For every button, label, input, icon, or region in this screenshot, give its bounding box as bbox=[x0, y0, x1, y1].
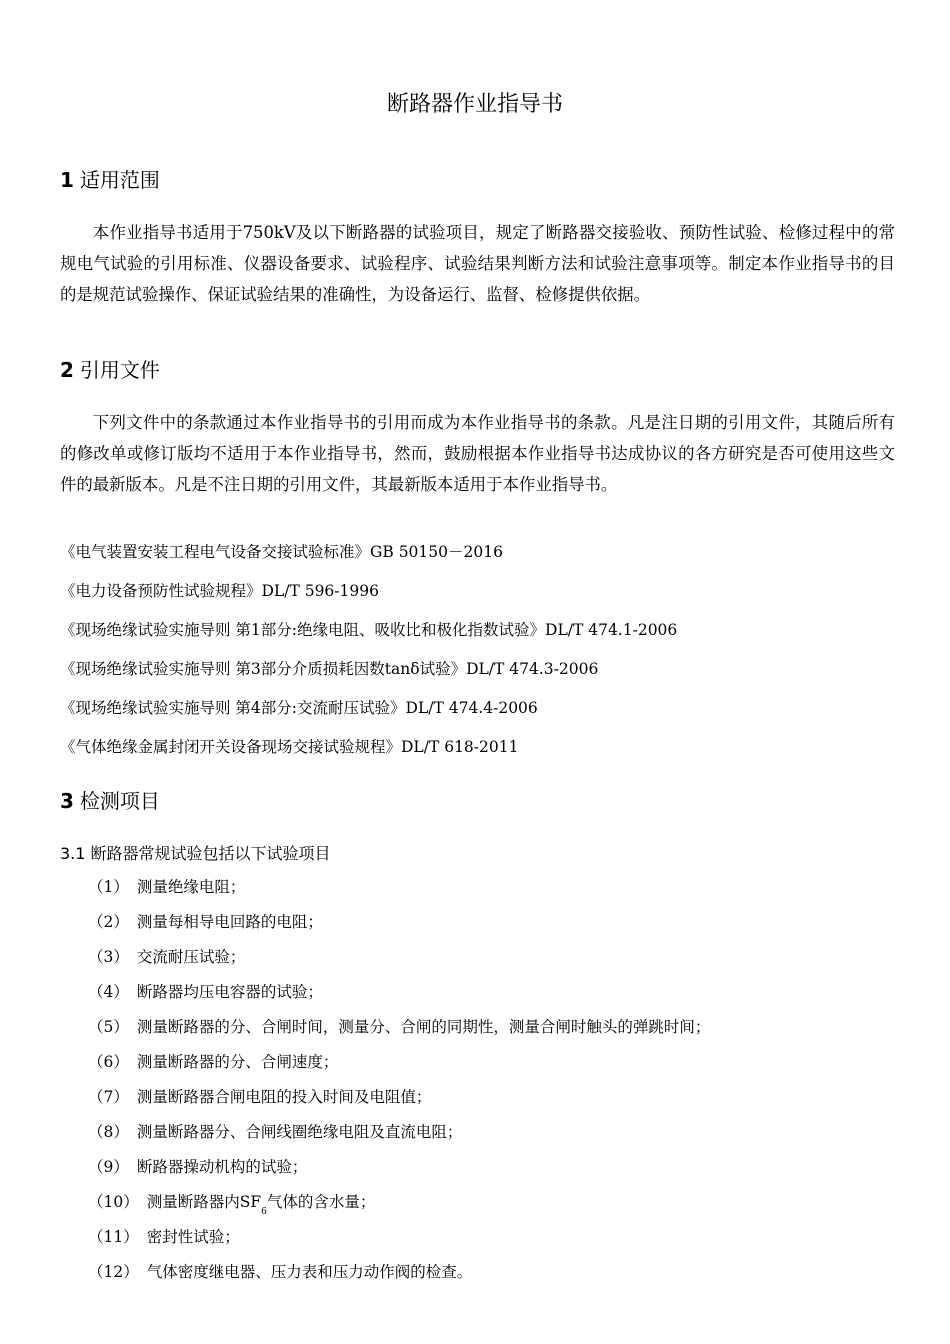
test-item-text: 气体密度继电器、压力表和压力动作阀的检查。 bbox=[146, 1263, 473, 1281]
test-item bbox=[88, 1085, 431, 1109]
test-item bbox=[88, 945, 245, 969]
test-item bbox=[88, 1015, 710, 1039]
test-item-text: 测量绝缘电阻； bbox=[136, 878, 246, 896]
subsection-3-1-heading: 3.1 断路器常规试验包括以下试验项目 bbox=[60, 844, 331, 863]
test-item-number: （2） bbox=[88, 913, 129, 931]
section-2-number: 2 bbox=[60, 358, 74, 382]
section-2-title: 引用文件 bbox=[79, 358, 160, 382]
test-item-text-post: 气体的含水量； bbox=[266, 1193, 376, 1211]
section-3-title: 检测项目 bbox=[79, 789, 160, 813]
test-item-text: 交流耐压试验； bbox=[136, 948, 246, 966]
subscript-6: 6 bbox=[261, 1207, 267, 1217]
test-item bbox=[88, 1120, 462, 1144]
test-item-number: （11） bbox=[88, 1228, 139, 1246]
section-1-paragraph: 本作业指导书适用于750kV及以下断路器的试验项目，规定了断路器交接验收、预防性试验、检修过程中的常规电气试验的引用标准、仪器设备要求、试验程序、试验结果判断方法和试验注意事项等。制定本作业指导书的目的是规范试验操作、保证试验结果的准确性，为设备运行、监督、检修提供依据。 bbox=[60, 223, 895, 304]
section-2-heading bbox=[60, 355, 160, 385]
section-2-paragraph: 下列文件中的条款通过本作业指导书的引用而成为本作业指导书的条款。凡是注日期的引用文件，其随后所有的修改单或修订版均不适用于本作业指导书，然而，鼓励根据本作业指导书达成协议的各方研究是否可使用这些文件的最新版本。凡是不注日期的引用文件，其最新版本适用于本作业指导书。 bbox=[60, 413, 895, 494]
test-item-text: 测量断路器的分、合闸时间，测量分、合闸的同期性，测量合闸时触头的弹跳时间； bbox=[136, 1018, 711, 1036]
test-item-number: （1） bbox=[88, 878, 129, 896]
reference-item: 《现场绝缘试验实施导则 第1部分:绝缘电阻、吸收比和极化指数试验》DL/T 474.1-2006 bbox=[60, 621, 678, 639]
test-item-number: （3） bbox=[88, 948, 129, 966]
section-3-number: 3 bbox=[60, 789, 74, 813]
test-item bbox=[88, 1260, 472, 1284]
reference-item: 《电力设备预防性试验规程》DL/T 596-1996 bbox=[60, 582, 379, 600]
section-3-heading bbox=[60, 786, 160, 816]
test-item-number: （5） bbox=[88, 1018, 129, 1036]
test-item-number: （10） bbox=[88, 1193, 139, 1211]
section-1-title: 适用范围 bbox=[79, 168, 160, 192]
document-title: 断路器作业指导书 bbox=[386, 92, 563, 117]
test-item bbox=[88, 1155, 307, 1179]
test-item bbox=[88, 1190, 375, 1224]
reference-item: 《现场绝缘试验实施导则 第3部分介质损耗因数tanδ试验》DL/T 474.3-2006 bbox=[60, 660, 599, 678]
test-item bbox=[88, 910, 323, 934]
reference-item: 《电气装置安装工程电气设备交接试验标准》GB 50150－2016 bbox=[60, 543, 503, 561]
test-item bbox=[88, 1225, 240, 1249]
test-item-number: （4） bbox=[88, 983, 129, 1001]
test-item bbox=[88, 875, 245, 899]
test-item-text: 测量断路器分、合闸线圈绝缘电阻及直流电阻； bbox=[136, 1123, 463, 1141]
section-1-number: 1 bbox=[60, 168, 74, 192]
test-item-text: 断路器均压电容器的试验； bbox=[136, 983, 323, 1001]
test-item-number: （8） bbox=[88, 1123, 129, 1141]
test-item-text: 测量断路器的分、合闸速度； bbox=[136, 1053, 339, 1071]
test-item bbox=[88, 980, 323, 1004]
reference-item: 《气体绝缘金属封闭开关设备现场交接试验规程》DL/T 618-2011 bbox=[60, 738, 519, 756]
test-item-text: 测量断路器合闸电阻的投入时间及电阻值； bbox=[136, 1088, 432, 1106]
reference-item: 《现场绝缘试验实施导则 第4部分:交流耐压试验》DL/T 474.4-2006 bbox=[60, 699, 538, 717]
section-1-heading bbox=[60, 165, 160, 195]
test-item-number: （7） bbox=[88, 1088, 129, 1106]
test-item-number: （12） bbox=[88, 1263, 139, 1281]
test-item bbox=[88, 1050, 338, 1074]
test-item-text-pre: 测量断路器内SF bbox=[146, 1193, 262, 1211]
test-item-text: 密封性试验； bbox=[146, 1228, 240, 1246]
test-item-text: 断路器操动机构的试验； bbox=[136, 1158, 308, 1176]
test-item-text: 测量每相导电回路的电阻； bbox=[136, 913, 323, 931]
test-item-number: （6） bbox=[88, 1053, 129, 1071]
test-item-number: （9） bbox=[88, 1158, 129, 1176]
